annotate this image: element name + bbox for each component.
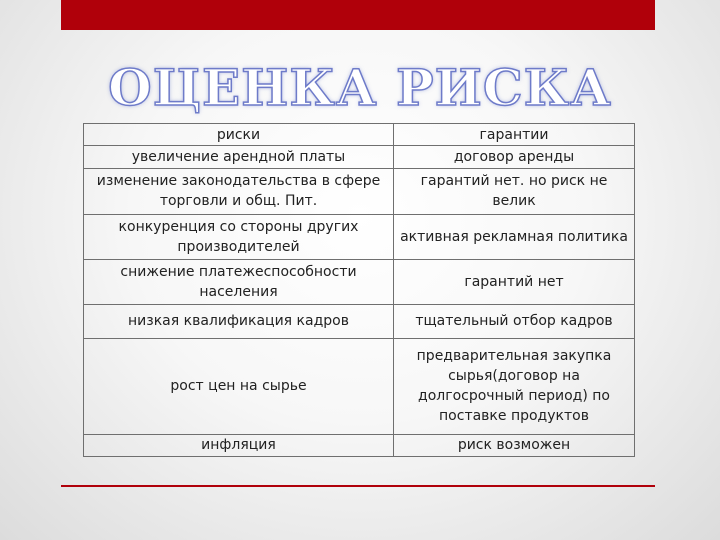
risk-table	[83, 123, 635, 457]
risk-cell: изменение законодательства в сфере торговли и общ. Пит.	[84, 168, 394, 215]
guarantee-cell: предварительная закупка сырья(договор на долгосрочный период) по поставке продуктов	[394, 338, 635, 434]
table-row	[84, 215, 635, 260]
header-risks: риски	[84, 124, 394, 146]
table-row	[84, 434, 635, 456]
table-row	[84, 338, 635, 434]
table-header-row	[84, 124, 635, 146]
risk-cell: рост цен на сырье	[84, 338, 394, 434]
risk-cell: низкая квалификация кадров	[84, 305, 394, 338]
table-row	[84, 168, 635, 215]
page-title: ОЦЕНКА РИСКА	[108, 58, 612, 117]
risk-cell: инфляция	[84, 434, 394, 456]
risk-cell: конкуренция со стороны других производителей	[84, 215, 394, 260]
guarantee-cell: гарантий нет	[394, 259, 635, 305]
guarantee-cell: риск возможен	[394, 434, 635, 456]
table-row	[84, 259, 635, 305]
bottom-accent-line	[61, 485, 655, 487]
top-accent-bar	[61, 0, 655, 30]
header-guarantees: гарантии	[394, 124, 635, 146]
guarantee-cell: гарантий нет. но риск не велик	[394, 168, 635, 215]
guarantee-cell: договор аренды	[394, 146, 635, 168]
risk-cell: увеличение арендной платы	[84, 146, 394, 168]
table-row	[84, 305, 635, 338]
guarantee-cell: тщательный отбор кадров	[394, 305, 635, 338]
table-row	[84, 146, 635, 168]
guarantee-cell: активная рекламная политика	[394, 215, 635, 260]
risk-cell: снижение платежеспособности населения	[84, 259, 394, 305]
